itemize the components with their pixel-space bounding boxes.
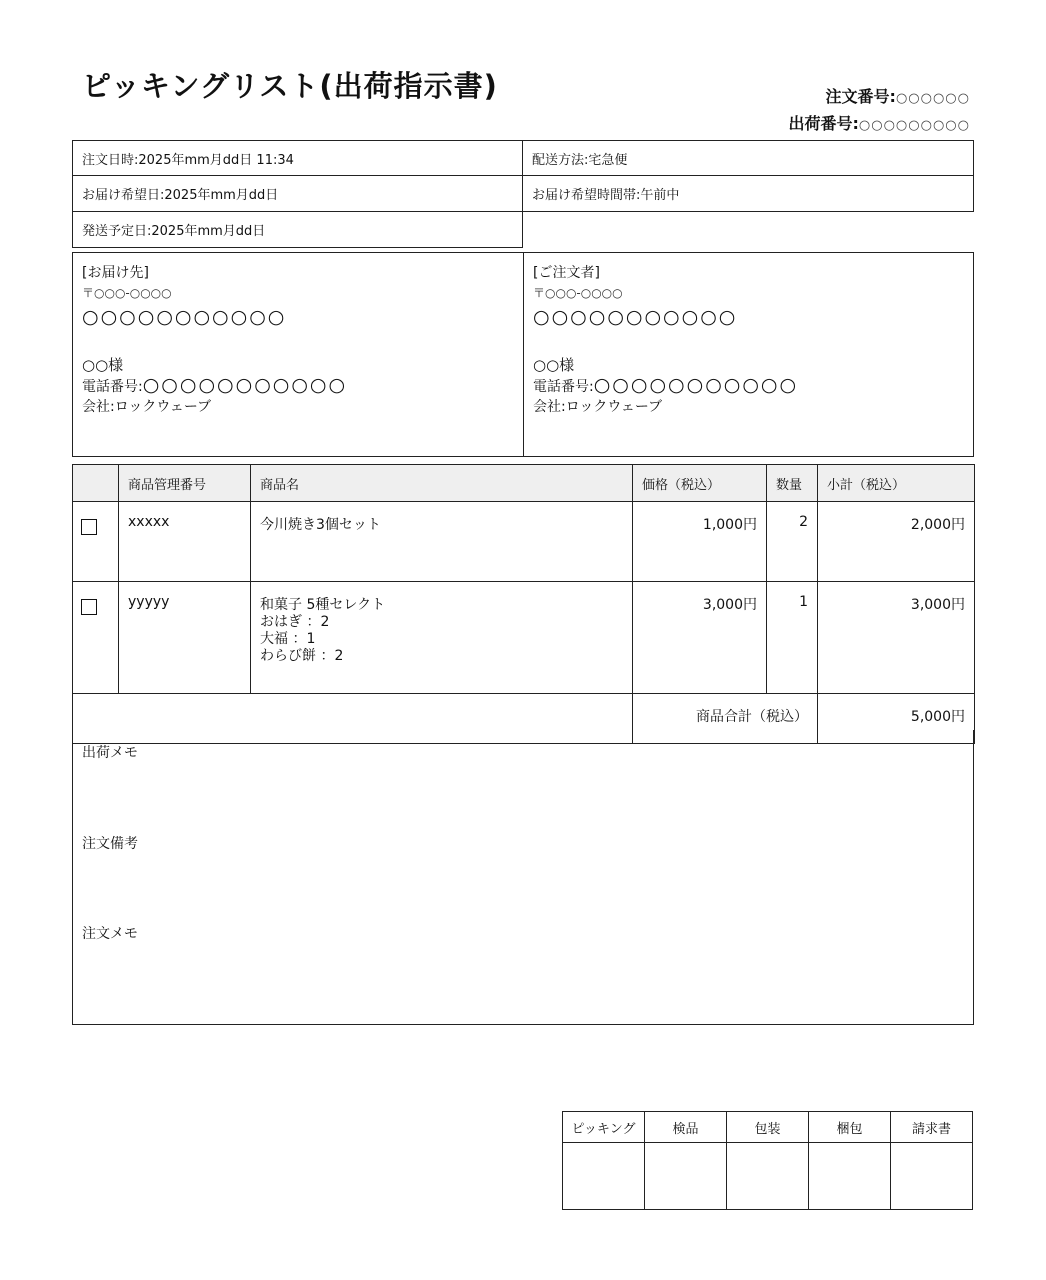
order-memo-label: 注文メモ [82,926,138,942]
order-number-label: 注文番号: [825,87,896,106]
order-info-grid [72,140,974,248]
item-name-text: 和菓子 5種セレクト [260,597,386,613]
shipping-method: 配送方法:宅急便 [523,140,974,176]
recipient-tel-label: 電話番号: [82,379,143,395]
pick-checkbox[interactable] [81,599,97,615]
header-qty: 数量 [767,465,818,502]
stamp-box [809,1143,891,1210]
orderer-postal: 〒○○○-○○○○ [533,286,623,300]
address-section [72,252,974,457]
item-name [251,502,633,582]
orderer-block [523,253,973,456]
order-datetime: 注文日時:2025年mm月dd日 11:34 [72,140,523,176]
stamp-box [645,1143,727,1210]
shipment-number-value: ○○○○○○○○○ [858,118,970,133]
total-label: 商品合計（税込） [633,694,818,744]
stamp-box [891,1143,973,1210]
item-detail: わらび餅 ：2 [260,648,344,664]
recipient-tel-value: ○○○○○○○○○○○ [142,374,348,396]
recipient-address: ○○○○○○○○○○○ [82,306,287,328]
pick-checkbox[interactable] [81,519,97,535]
total-value: 5,000円 [818,694,975,744]
stamp-label-packing: 梱包 [809,1112,891,1143]
orderer-address: ○○○○○○○○○○○ [533,306,738,328]
header-name: 商品名 [251,465,633,502]
order-number [789,84,971,111]
desired-delivery-time: お届け希望時間帯:午前中 [523,176,974,212]
orderer-company: 会社:ロックウェーブ [533,399,663,415]
item-subtotal: 2,000円 [818,502,975,582]
stamp-table [562,1111,973,1210]
header-price: 価格（税込） [633,465,767,502]
stamp-box [727,1143,809,1210]
page-title: ピッキングリスト(出荷指示書) [82,69,498,103]
table-row [73,502,975,582]
table-row [73,582,975,694]
stamp-label-picking: ピッキング [563,1112,645,1143]
orderer-tel-label: 電話番号: [533,379,594,395]
order-remarks-label: 注文備考 [82,836,138,852]
order-numbers [789,84,971,138]
stamp-label-invoice: 請求書 [891,1112,973,1143]
item-qty: 1 [767,582,818,694]
shipment-number-label: 出荷番号: [788,114,859,133]
item-qty: 2 [767,502,818,582]
stamp-label-inspection: 検品 [645,1112,727,1143]
header-code: 商品管理番号 [119,465,251,502]
recipient-postal: 〒○○○-○○○○ [82,286,172,300]
header-check [73,465,119,502]
orderer-name: ○○様 [533,356,575,374]
recipient-heading: [お届け先] [82,265,149,281]
item-subtotal: 3,000円 [818,582,975,694]
recipient-tel [82,375,514,397]
recipient-company: 会社:ロックウェーブ [82,399,212,415]
stamp-box [563,1143,645,1210]
recipient-name: ○○様 [82,356,124,374]
recipient-block [73,253,523,456]
shipping-memo-label: 出荷メモ [82,745,138,761]
order-number-value: ○○○○○○ [895,91,970,106]
item-detail: 大福 ：1 [260,631,316,647]
item-name-text: 今川焼き3個セット [260,517,381,533]
scheduled-ship-date: 発送予定日:2025年mm月dd日 [72,212,523,248]
memo-section [72,730,974,1025]
stamp-label-wrapping: 包装 [727,1112,809,1143]
item-code: yyyyy [119,582,251,694]
items-header-row [73,465,975,502]
item-price: 1,000円 [633,502,767,582]
orderer-heading: [ご注文者] [533,265,600,281]
desired-delivery-date: お届け希望日:2025年mm月dd日 [72,176,523,212]
orderer-tel-value: ○○○○○○○○○○○ [593,374,799,396]
item-price: 3,000円 [633,582,767,694]
shipment-number [789,111,971,138]
item-code: xxxxx [119,502,251,582]
orderer-tel [533,375,964,397]
item-name [251,582,633,694]
header-subtotal: 小計（税込） [818,465,975,502]
items-table [72,464,975,744]
item-detail: おはぎ ：2 [260,614,330,630]
